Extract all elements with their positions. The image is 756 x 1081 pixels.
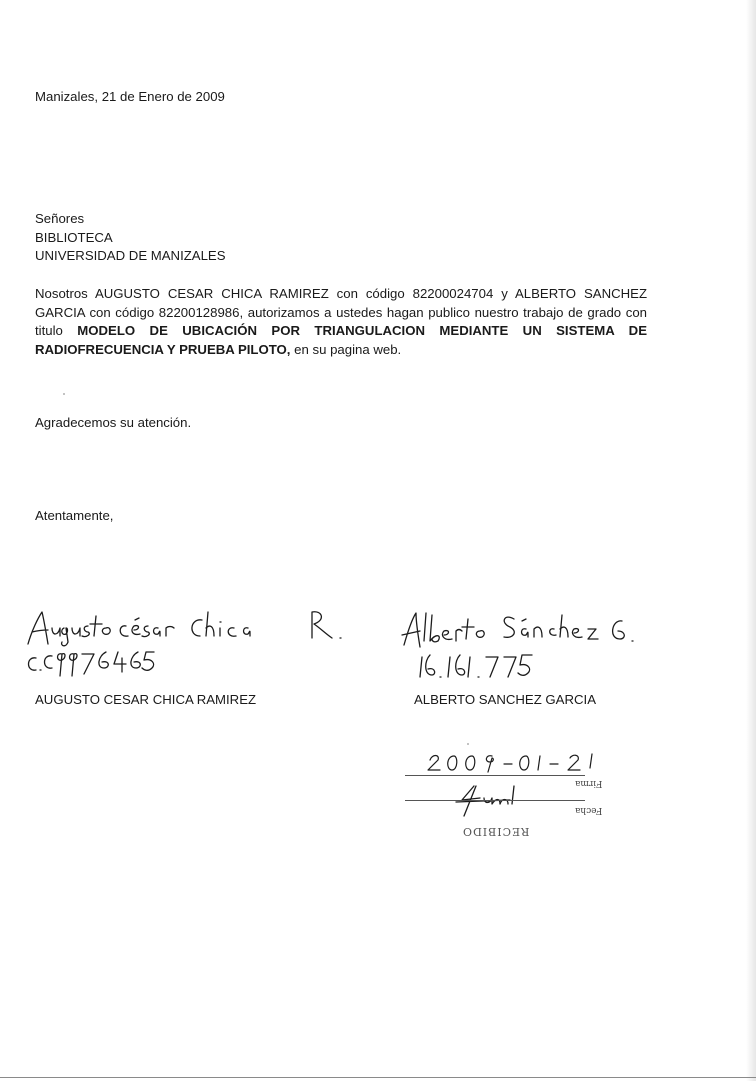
body-text-part1: Nosotros AUGUSTO CESAR CHICA RAMIREZ con código 82200024704 y ALBERTO SANCHEZ GARCIA con código 82200128986, autorizamos a ustedes hagan publico nuestro trabajo de grado con titulo	[35, 286, 647, 338]
thesis-title: MODELO DE UBICACIÓN POR TRIANGULACION MEDIANTE UN SISTEMA DE RADIOFRECUENCIA Y PRUEBA PILOTO,	[35, 323, 647, 357]
scan-speck	[467, 743, 469, 745]
recipient-library: BIBLIOTECA	[35, 230, 113, 245]
thanks-line: Agradecemos su atención.	[35, 415, 192, 430]
printed-name-right: ALBERTO SANCHEZ GARCIA	[414, 692, 596, 707]
recipient-salutation: Señores	[35, 211, 85, 226]
scan-bottom-edge	[0, 1077, 756, 1078]
scan-edge-shadow	[746, 0, 756, 1081]
signature-left-handwritten	[22, 606, 352, 686]
closing-line: Atentamente,	[35, 508, 114, 523]
stamp-label-firma: Firma	[575, 778, 603, 788]
body-text-part2: en su pagina web.	[290, 341, 402, 357]
recipient-university: UNIVERSIDAD DE MANIZALES	[35, 248, 226, 263]
stamp-date-handwritten	[420, 748, 600, 782]
stamp-recibido-label: RECIBIDO	[462, 825, 530, 838]
letter-body	[35, 285, 647, 359]
date-line: Manizales, 21 de Enero de 2009	[35, 89, 225, 104]
stamp-line-signature	[405, 800, 585, 801]
signature-right-handwritten	[400, 605, 650, 685]
stamp-label-fecha: Fecha	[575, 805, 603, 815]
scan-speck	[63, 393, 65, 395]
stamp-line-date	[405, 775, 585, 776]
printed-name-left: AUGUSTO CESAR CHICA RAMIREZ	[35, 692, 257, 707]
